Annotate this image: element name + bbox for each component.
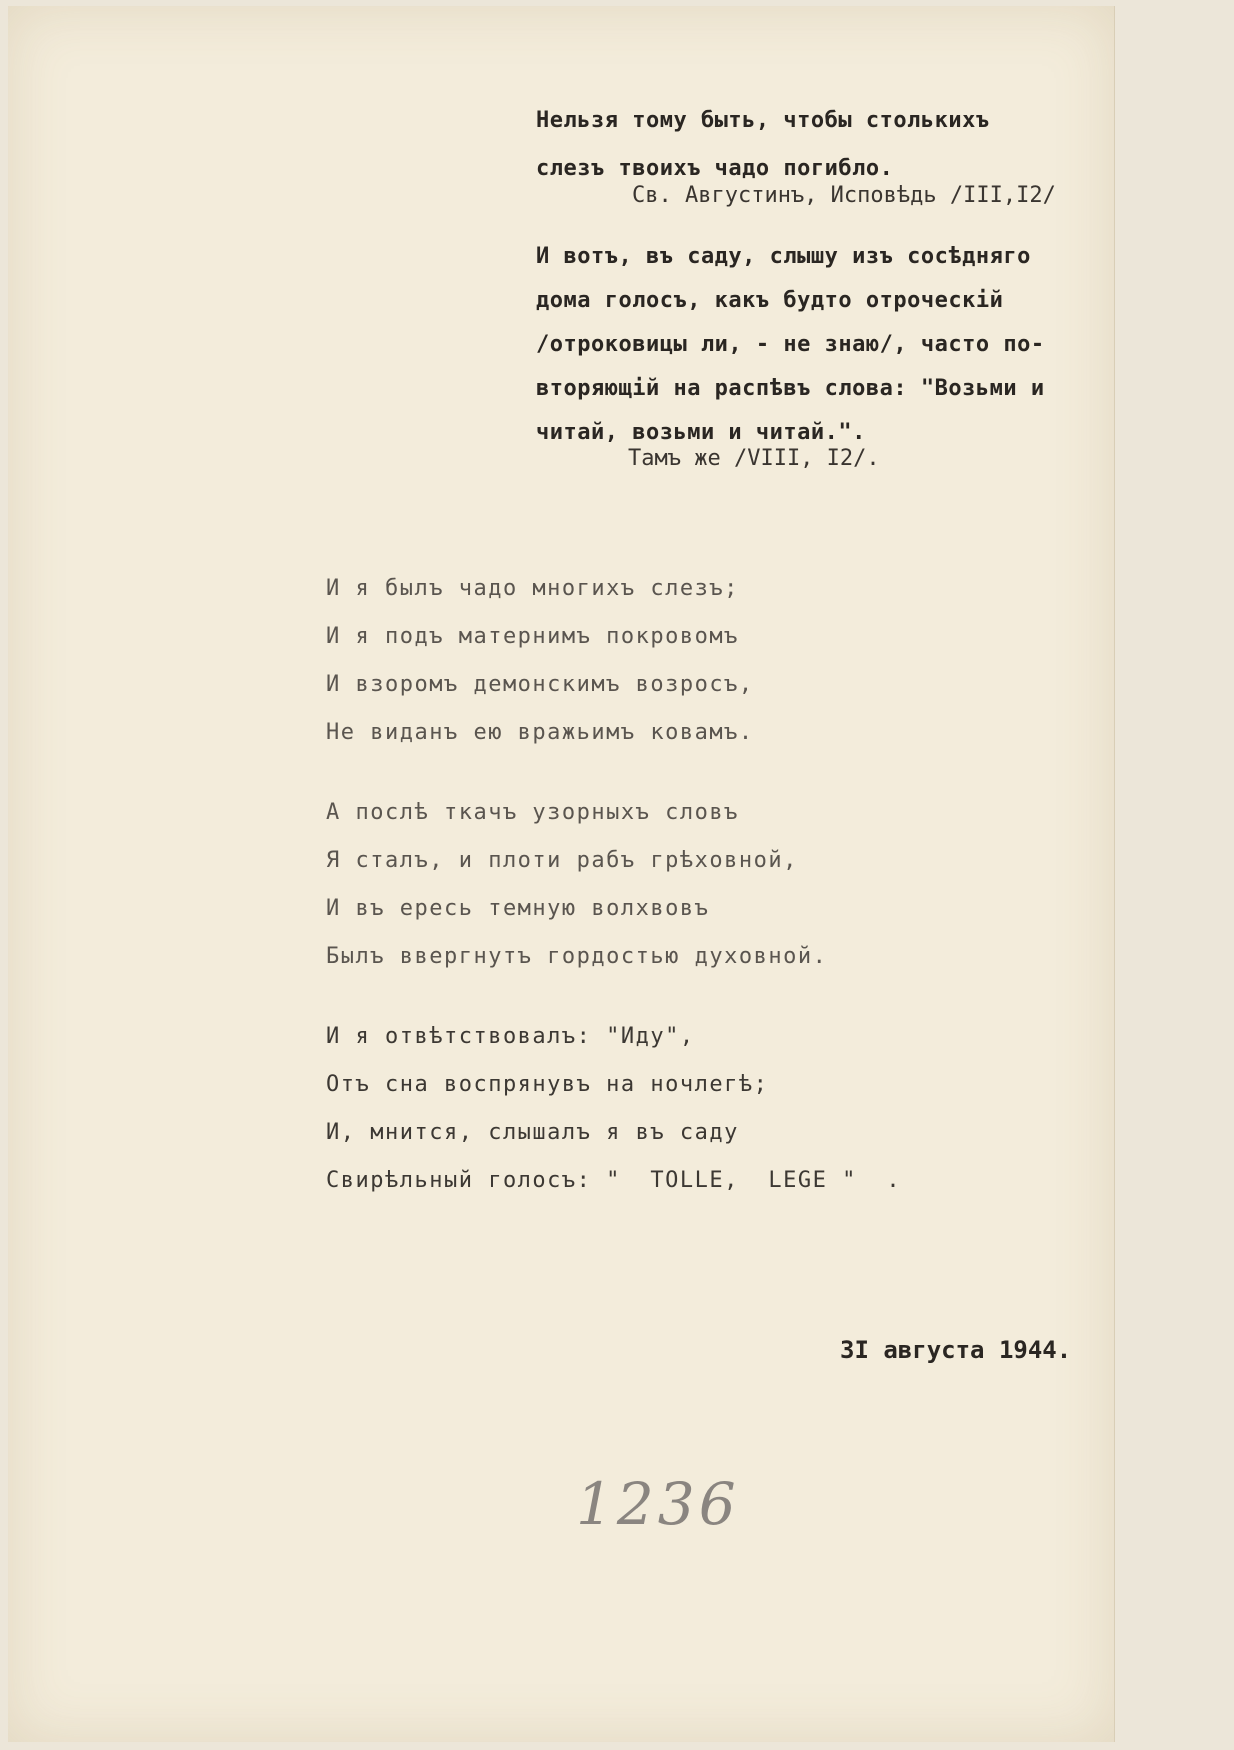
- stanza-1-line-4: Не виданъ ею вражьимъ ковамъ.: [326, 720, 754, 745]
- archive-number: 1236: [576, 1470, 740, 1538]
- epigraph2-source: Тамъ же /VIII, I2/.: [628, 446, 880, 471]
- stanza-3-line-2: Отъ сна воспрянувъ на ночлегѣ;: [326, 1072, 769, 1097]
- epigraph1-source: Св. Августинъ, Исповѣдь /III,I2/: [632, 183, 1056, 208]
- stanza-2-line-1: А послѣ ткачъ узорныхъ словъ: [326, 800, 739, 825]
- epigraph2-line-3: /отроковицы ли, - не знаю/, часто по-: [536, 332, 1045, 357]
- stanza-3-line-3: И, мнится, слышалъ я въ саду: [326, 1120, 739, 1145]
- stanza-1-line-1: И я былъ чадо многихъ слезъ;: [326, 576, 739, 601]
- stanza-1-line-3: И взоромъ демонскимъ возросъ,: [326, 672, 754, 697]
- stanza-3-line-1: И я отвѣтствовалъ: "Иду",: [326, 1024, 695, 1049]
- document-page: [8, 6, 1115, 1742]
- epigraph2-line-5: читай, возьми и читай.".: [536, 420, 866, 445]
- epigraph2-line-4: вторяющій на распѣвъ слова: "Возьми и: [536, 376, 1045, 401]
- epigraph2-line-1: И вотъ, въ саду, слышу изъ сосѣдняго: [536, 244, 1031, 269]
- stanza-2-line-2: Я сталъ, и плоти рабъ грѣховной,: [326, 848, 798, 873]
- epigraph2-line-2: дома голосъ, какъ будто отроческій: [536, 288, 1004, 313]
- stanza-2-line-3: И въ ересь темную волхвовъ: [326, 896, 710, 921]
- stanza-2-line-4: Былъ ввергнутъ гордостью духовной.: [326, 944, 828, 969]
- epigraph1-line-2: слезъ твоихъ чадо погибло.: [536, 156, 894, 181]
- epigraph1-line-1: Нельзя тому быть, чтобы столькихъ: [536, 108, 990, 133]
- stanza-1-line-2: И я подъ матернимъ покровомъ: [326, 624, 739, 649]
- date: 3I августа 1944.: [840, 1336, 1072, 1364]
- stanza-3-line-4: Свирѣльный голосъ: " TOLLE, LEGE " .: [326, 1168, 902, 1193]
